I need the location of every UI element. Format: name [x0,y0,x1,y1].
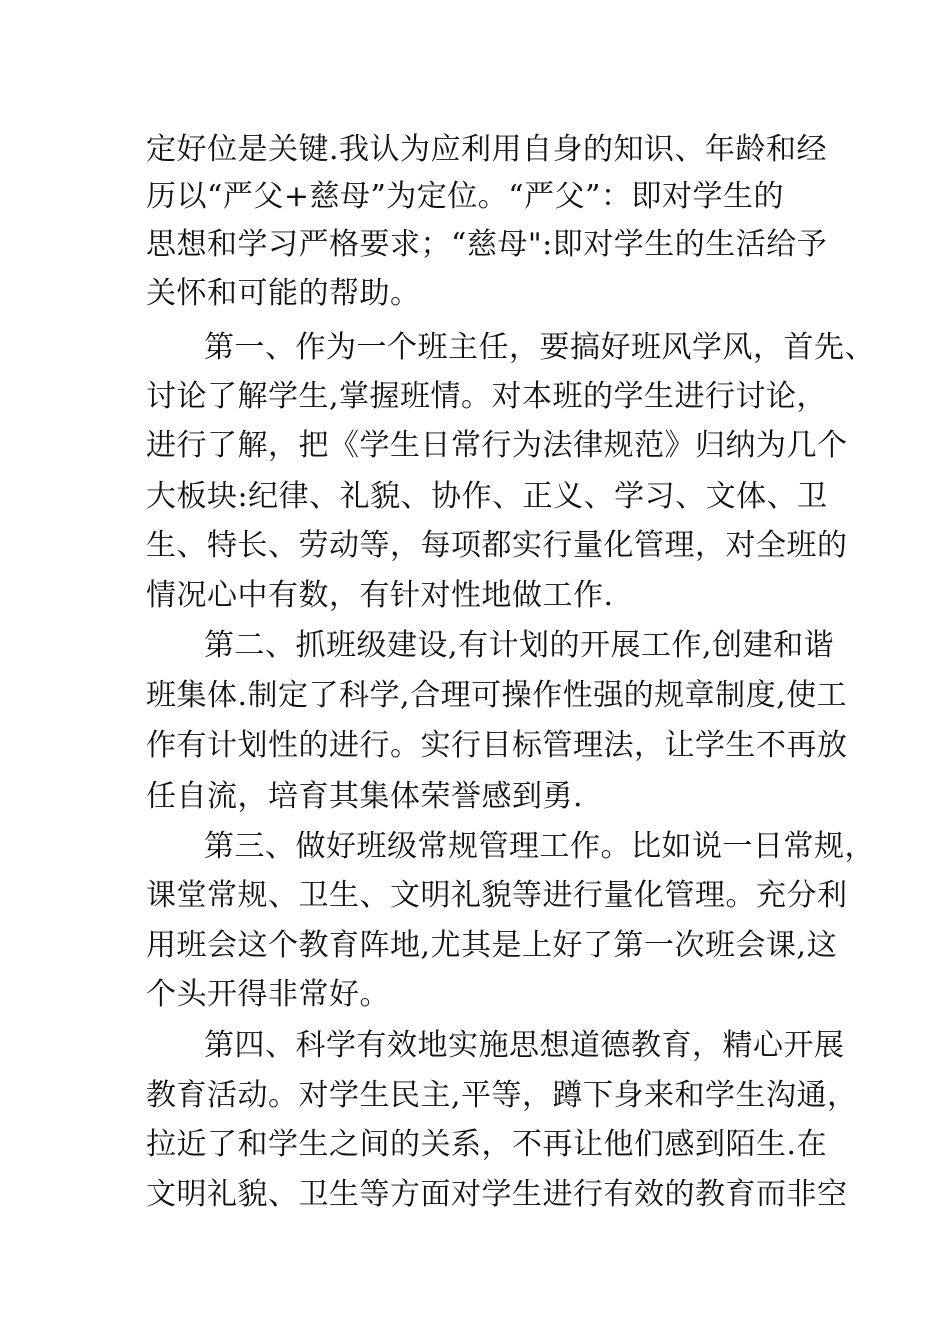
paragraph-first-line: 第二、抓班级建设,有计划的开展工作,创建和谐 [204,628,835,663]
text-line: 讨论了解学生,掌握班情。对本班的学生进行讨论， [146,379,828,414]
text-line: 任自流，培育其集体荣誉感到勇. [146,779,584,814]
text-line: 大板块:纪律、礼貌、协作、正义、学习、文体、卫 [146,479,828,514]
text-line: 历以“严父+慈母”为定位。“严父”：即对学生的 [146,179,784,214]
text-line: 课堂常规、卫生、文明礼貌等进行量化管理。充分利 [146,878,848,913]
text-line: 情况心中有数，有针对性地做工作. [146,578,614,613]
text-line: 教育活动。对学生民主,平等，蹲下身来和学生沟通， [146,1078,858,1113]
paragraph-first-line: 第四、科学有效地实施思想道德教育，精心开展 [204,1028,845,1063]
text-line: 进行了解，把《学生日常行为法律规范》归纳为几个 [146,428,848,463]
text-line: 用班会这个教育阵地,尤其是上好了第一次班会课,这 [146,928,838,963]
text-line: 作有计划性的进行。实行目标管理法，让学生不再放 [146,728,848,763]
text-line: 生、特长、劳动等，每项都实行量化管理，对全班的 [146,528,848,563]
text-line: 定好位是关键.我认为应利用自身的知识、年龄和经 [146,132,828,167]
text-line: 拉近了和学生之间的关系，不再让他们感到陌生.在 [146,1127,828,1162]
text-line: 班集体.制定了科学,合理可操作性强的规章制度,使工 [146,678,848,713]
text-line: 个头开得非常好。 [146,977,390,1012]
text-line: 关怀和可能的帮助。 [146,276,421,311]
paragraph-first-line: 第一、作为一个班主任，要搞好班风学风，首先、 [204,330,875,365]
text-line: 文明礼貌、卫生等方面对学生进行有效的教育而非空 [146,1177,848,1212]
text-line: 思想和学习严格要求；“慈母":即对学生的生活给予 [146,227,828,262]
paragraph-first-line: 第三、做好班级常规管理工作。比如说一日常规， [204,829,875,864]
